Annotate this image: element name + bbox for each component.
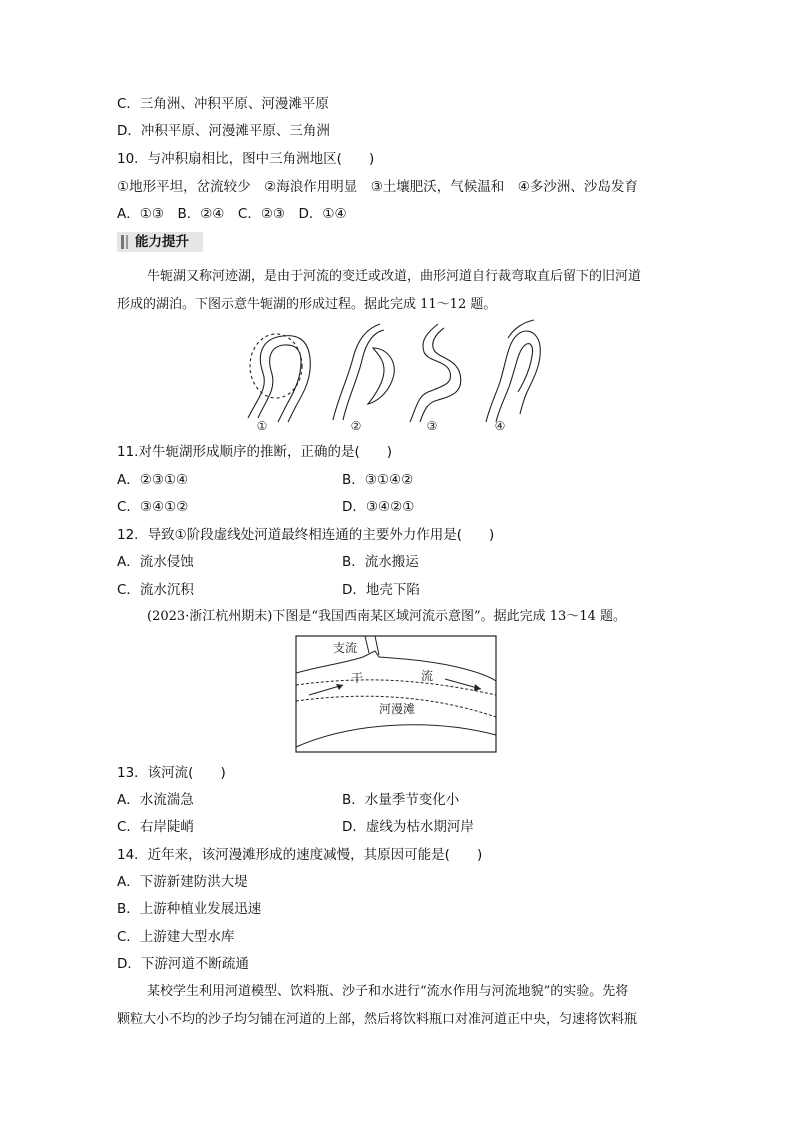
q9-option-d: D．冲积平原、河漫滩平原、三角洲 — [117, 123, 330, 139]
q11-option-d: D．③④②① — [342, 499, 415, 515]
q10-statements: ①地形平坦，岔流较少 ②海浪作用明显 ③土壤肥沃，气候温和 ④多沙洲、沙岛发育 — [117, 179, 638, 195]
q11-option-a: A．②③①④ — [117, 472, 189, 488]
q12-stem: 12．导致①阶段虚线处河道最终相连通的主要外力作用是( ) — [117, 527, 495, 543]
stage3-bank-right — [420, 328, 461, 422]
stage2-bank-left — [333, 324, 380, 420]
q12-option-b: B．流水搬运 — [342, 554, 419, 570]
q9-option-c: C．三角洲、冲积平原、河漫滩平原 — [117, 96, 329, 112]
stage-label-1: ① — [256, 419, 268, 433]
stage-label-4: ④ — [494, 419, 506, 433]
label-main-2: 流 — [421, 669, 434, 683]
q14-option-b: B．上游种植业发展迅速 — [117, 901, 262, 917]
q13-option-a: A．水流湍急 — [117, 792, 194, 808]
stage4-bank-left — [486, 331, 540, 422]
q11-option-b: B．③①④② — [342, 472, 414, 488]
stage4-bank-right — [496, 344, 533, 422]
stage1-cutoff-dashed — [250, 334, 302, 398]
q11-option-c: C．③④①② — [117, 499, 189, 515]
q13-stem: 13．该河流( ) — [117, 765, 226, 781]
q11-stem: 11.对牛轭湖形成顺序的推断，正确的是( ) — [117, 444, 393, 460]
stage2-oxbow — [368, 348, 394, 404]
q13-option-b: B．水量季节变化小 — [342, 792, 460, 808]
q13-option-c: C．右岸陡峭 — [117, 819, 194, 835]
section-stripe-secondary — [126, 235, 128, 249]
passage1-line1: 牛轭湖又称河迹湖，是由于河流的变迁或改道，曲形河道自行裁弯取直后留下的旧河道 — [147, 269, 642, 284]
q10-options: A．①③ B．②④ C．②③ D．①④ — [117, 206, 347, 222]
river-diagram — [295, 635, 497, 753]
q14-option-c: C．上游建大型水库 — [117, 929, 235, 945]
q13-option-d: D．虚线为枯水期河岸 — [342, 819, 474, 835]
passage3-line1: 某校学生利用河道模型、饮料瓶、沙子和水进行“流水作用与河流地貌”的实验。先将 — [147, 984, 629, 999]
stage2-bank-right — [343, 330, 384, 420]
q12-option-d: D．地壳下陷 — [342, 582, 420, 598]
oxbow-lake-figure — [238, 318, 558, 434]
section-title: 能力提升 — [135, 234, 189, 250]
section-header — [117, 232, 203, 252]
label-main-1: 干 — [351, 671, 364, 685]
stage-label-3: ③ — [426, 419, 438, 433]
stage1-bank-left — [248, 336, 310, 422]
section-stripe — [121, 235, 124, 249]
stage4-channel-top — [508, 320, 534, 338]
q14-option-d: D．下游河道不断疏通 — [117, 956, 249, 972]
label-floodplain: 河漫滩 — [379, 702, 416, 716]
q12-option-a: A．流水侵蚀 — [117, 554, 194, 570]
passage1-line2: 形成的湖泊。下图示意牛轭湖的形成过程。据此完成 11～12 题。 — [117, 297, 497, 312]
passage2: (2023·浙江杭州期末)下图是“我国西南某区域河流示意图”。据此完成 13～14 题。 — [147, 609, 627, 624]
stage-label-2: ② — [350, 419, 362, 433]
q12-option-c: C．流水沉积 — [117, 582, 194, 598]
passage3-line2: 颗粒大小不均的沙子均匀铺在河道的上部，然后将饮料瓶口对准河道正中央，匀速将饮料瓶 — [117, 1012, 638, 1027]
label-tributary: 支流 — [333, 641, 358, 655]
q10-stem: 10．与冲积扇相比，图中三角洲地区( ) — [117, 151, 375, 167]
stage3-bank-left — [410, 324, 451, 422]
q14-stem: 14．近年来，该河漫滩形成的速度减慢，其原因可能是( ) — [117, 847, 483, 863]
q14-option-a: A．下游新建防洪大堤 — [117, 874, 248, 890]
